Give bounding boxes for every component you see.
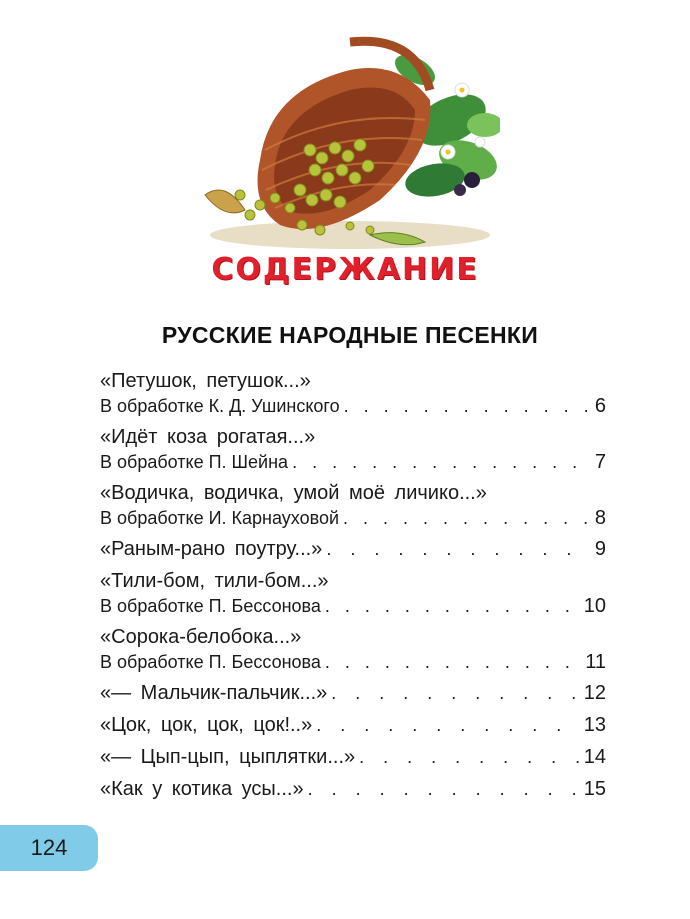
dot-leader bbox=[316, 712, 580, 738]
page-number: 124 bbox=[30, 835, 68, 860]
toc-entry[interactable] bbox=[100, 744, 606, 770]
toc-entry[interactable] bbox=[100, 712, 606, 738]
toc-entry[interactable] bbox=[100, 424, 606, 474]
toc-entry[interactable] bbox=[100, 568, 606, 618]
entry-page-number: 8 bbox=[594, 507, 606, 529]
table-of-contents bbox=[100, 368, 606, 808]
toc-entry[interactable] bbox=[100, 680, 606, 706]
entry-page-number: 13 bbox=[583, 714, 606, 736]
entry-title: «— Цып-цып, цыплятки...» bbox=[100, 746, 356, 768]
page-number-badge bbox=[0, 825, 98, 871]
entry-title: «— Мальчик-пальчик...» bbox=[100, 682, 328, 704]
dot-leader bbox=[331, 680, 579, 706]
entry-title: «Тили-бом, тили-бом...» bbox=[100, 570, 329, 592]
entry-subtitle: В обработке К. Д. Ушинского bbox=[100, 396, 340, 416]
entry-page-number: 14 bbox=[583, 746, 606, 768]
entry-title: «Водичка, водичка, умой моё личико...» bbox=[100, 482, 487, 504]
entry-page-number: 6 bbox=[594, 395, 606, 417]
entry-subtitle: В обработке И. Карнауховой bbox=[100, 508, 340, 528]
entry-title: «Идёт коза рогатая...» bbox=[100, 426, 316, 448]
dot-leader bbox=[344, 394, 591, 418]
dot-leader bbox=[343, 506, 591, 530]
entry-subtitle: В обработке П. Бессонова bbox=[100, 596, 321, 616]
toc-entry[interactable] bbox=[100, 480, 606, 530]
entry-title: «Как у котика усы...» bbox=[100, 778, 304, 800]
dot-leader bbox=[292, 450, 591, 474]
entry-page-number: 9 bbox=[594, 538, 606, 560]
entry-page-number: 11 bbox=[585, 651, 606, 673]
page-title: СОДЕРЖАНИЕ bbox=[211, 252, 479, 287]
entry-subtitle: В обработке П. Шейна bbox=[100, 452, 289, 472]
dot-leader bbox=[308, 776, 580, 802]
dot-leader bbox=[359, 744, 580, 770]
toc-entry[interactable] bbox=[100, 776, 606, 802]
toc-entry[interactable] bbox=[100, 536, 606, 562]
section-heading: РУССКИЕ НАРОДНЫЕ ПЕСЕНКИ bbox=[161, 322, 539, 348]
toc-entry[interactable] bbox=[100, 624, 606, 674]
entry-subtitle: В обработке П. Бессонова bbox=[100, 652, 321, 672]
dot-leader bbox=[325, 650, 581, 674]
dot-leader bbox=[325, 594, 580, 618]
entry-page-number: 15 bbox=[583, 778, 606, 800]
entry-title: «Цок, цок, цок, цок!..» bbox=[100, 714, 313, 736]
entry-title: «Петушок, петушок...» bbox=[100, 370, 311, 392]
entry-page-number: 7 bbox=[594, 451, 606, 473]
entry-title: «Раным-рано поутру...» bbox=[100, 538, 323, 560]
entry-title: «Сорока-белобока...» bbox=[100, 626, 302, 648]
dot-leader bbox=[326, 536, 591, 562]
toc-entry[interactable] bbox=[100, 368, 606, 418]
entry-page-number: 10 bbox=[583, 595, 606, 617]
basket-of-peas-illustration bbox=[200, 30, 500, 255]
entry-page-number: 12 bbox=[583, 682, 606, 704]
